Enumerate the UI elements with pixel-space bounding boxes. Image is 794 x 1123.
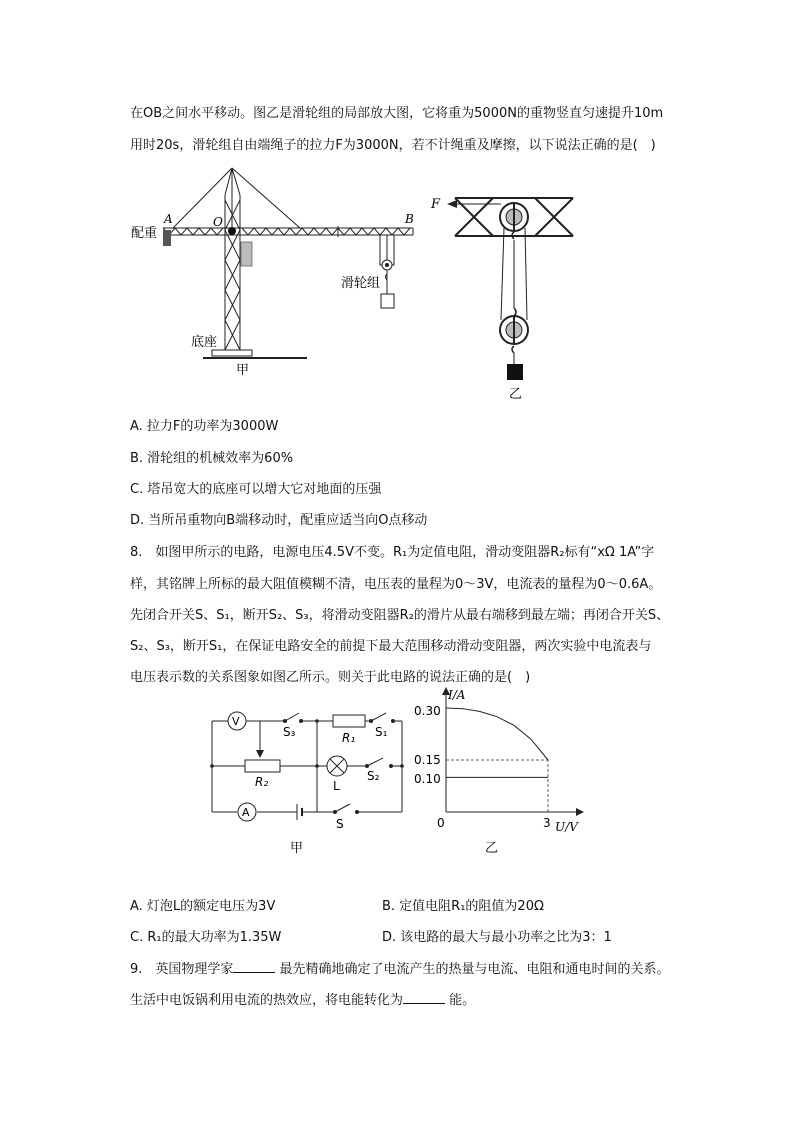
tower-crane-figure xyxy=(125,160,425,382)
mast-cabin xyxy=(241,242,252,266)
chart-xlabel: U/V xyxy=(555,820,578,834)
q8-line-4: S₂、S₃，断开S₁，在保证电路安全的前提下最大范围移动滑动变阻器，两次实验中电流表与 xyxy=(130,639,652,654)
counterweight-block xyxy=(163,230,171,246)
q8-line-3: 先闭合开关S、S₁，断开S₂、S₃，将滑动变阻器R₂的滑片从最右端移到最左端；再闭合开关S、 xyxy=(130,608,670,623)
movable-pulley xyxy=(500,308,528,364)
q7-line-2: 用时20s，滑轮组自由端绳子的拉力F为3000N，若不计绳重及摩擦，以下说法正确的是( ) xyxy=(130,138,656,153)
q9-line-2 xyxy=(130,989,475,1008)
caption-yi-pulley: 乙 xyxy=(509,387,523,402)
heavy-load xyxy=(507,364,523,380)
label-f: F xyxy=(431,197,441,212)
q8-line-1: 8. 如图甲所示的电路，电源电压4.5V不变。R₁为定值电阻，滑动变阻器R₂标有“xΩ 1A”字 xyxy=(130,545,655,560)
switch-s1 xyxy=(370,713,395,723)
q8-option-a[interactable]: A. 灯泡L的额定电压为3V xyxy=(130,899,276,914)
label-s2: S₂ xyxy=(367,769,380,783)
q7-line-1: 在OB之间水平移动。图乙是滑轮组的局部放大图，它将重为5000N的重物竖直匀速提升10m xyxy=(130,106,664,121)
crane-mast xyxy=(173,168,300,350)
q9-blank-2[interactable] xyxy=(403,991,445,1004)
q8-option-c[interactable]: C. R₁的最大功率为1.35W xyxy=(130,930,282,945)
caption-jia-circuit: 甲 xyxy=(290,841,304,856)
label-a: A xyxy=(164,212,173,226)
chart-ytick-015: 0.15 xyxy=(414,753,441,767)
q8-option-b[interactable]: B. 定值电阻R₁的阻值为20Ω xyxy=(382,899,544,914)
lamp-l xyxy=(327,756,347,776)
iu-chart xyxy=(408,685,598,860)
label-counterweight: 配重 xyxy=(131,226,158,241)
chart-caption: 乙 xyxy=(485,841,499,856)
chart-origin: 0 xyxy=(437,816,445,830)
q9-line-1 xyxy=(130,958,670,977)
switch-s3 xyxy=(284,713,303,723)
chart-ytick-030: 0.30 xyxy=(414,704,441,718)
crane-base xyxy=(212,350,252,356)
q8-line-2: 样，其铭牌上所标的最大阻值模糊不清，电压表的量程为0～3V，电流表的量程为0～0.6A。 xyxy=(130,577,662,592)
label-o: O xyxy=(213,215,223,229)
label-s1: S₁ xyxy=(375,725,388,739)
label-l: L xyxy=(333,779,340,793)
resistor-r1 xyxy=(333,715,365,727)
pivot-point-o xyxy=(228,227,236,235)
pulley-detail-figure xyxy=(425,190,585,402)
label-r2: R₂ xyxy=(255,775,269,789)
chart-xtick-3: 3 xyxy=(543,816,551,830)
label-base: 底座 xyxy=(191,335,218,350)
label-r1: R₁ xyxy=(342,731,356,745)
trolley-pulley xyxy=(380,235,394,308)
slider-arrow xyxy=(256,750,264,758)
circuit-wires xyxy=(212,721,402,812)
chart-ylabel: I/A xyxy=(448,688,466,702)
x-axis-arrow xyxy=(576,808,584,816)
q9-line-1-end: 最先精确地确定了电流产生的热量与电流、电阻和通电时间的关系。 xyxy=(279,962,670,977)
q9-line-2-start: 生活中电饭锅利用电流的热效应，将电能转化为 xyxy=(130,993,404,1008)
rope-segments xyxy=(501,228,527,320)
q9-blank-1[interactable] xyxy=(233,960,275,973)
q7-option-d[interactable]: D. 当所吊重物向B端移动时，配重应适当向O点移动 xyxy=(130,513,428,528)
label-s: S xyxy=(336,817,344,831)
switch-s2 xyxy=(366,758,393,768)
label-pulley-group: 滑轮组 xyxy=(341,276,381,291)
q9-line-2-end: 能。 xyxy=(449,993,476,1008)
series-line-0 xyxy=(446,708,548,760)
ammeter-label: A xyxy=(242,806,250,819)
switch-s xyxy=(334,804,359,814)
circuit-figure xyxy=(205,700,415,860)
q7-option-c[interactable]: C. 塔吊宽大的底座可以增大它对地面的压强 xyxy=(130,482,382,497)
caption-jia-crane: 甲 xyxy=(236,363,250,378)
q7-option-a[interactable]: A. 拉力F的功率为3000W xyxy=(130,419,279,434)
q9-line-1-start: 9. 英国物理学家 xyxy=(130,962,234,977)
force-arrowhead xyxy=(447,200,457,208)
q7-option-b[interactable]: B. 滑轮组的机械效率为60% xyxy=(130,451,294,466)
chart-ytick-010: 0.10 xyxy=(414,772,441,786)
rheostat-r2 xyxy=(245,760,280,772)
crane-jib xyxy=(163,226,413,237)
label-s3: S₃ xyxy=(283,725,296,739)
q8-line-5: 电压表示数的关系图象如图乙所示。则关于此电路的说法正确的是( ) xyxy=(130,670,531,685)
q8-option-d[interactable]: D. 该电路的最大与最小功率之比为3：1 xyxy=(382,930,612,945)
label-b: B xyxy=(405,212,414,226)
voltmeter-label: V xyxy=(232,715,240,728)
